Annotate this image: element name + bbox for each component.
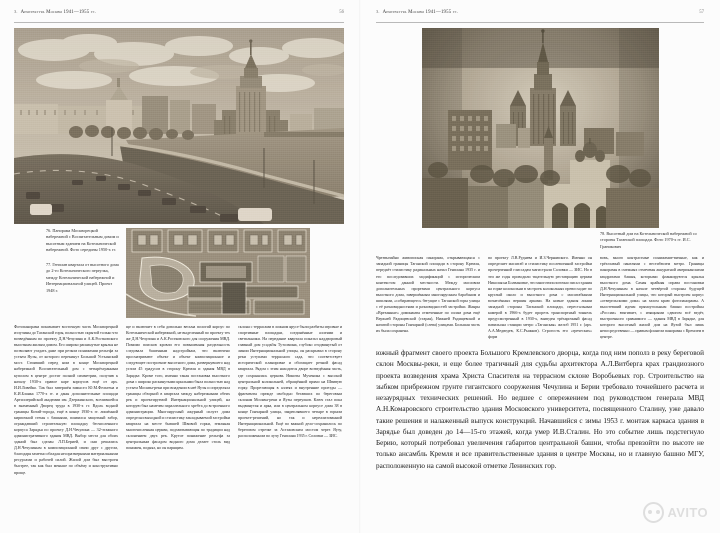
right-running-title: Архитектура Москвы 1941—1955 гг. [382,10,458,15]
left-running-title: Архитектура Москвы 1941—1955 гг. [20,10,96,15]
figure-78-caption: 78. Высотный дом на Котельнической набережной со стороны Таганской площади. Фото 1970-х гг. И.С. Граникович [600,231,697,249]
left-body-columns [14,324,344,476]
avito-logo-icon [643,502,664,523]
left-caption-stack [14,228,120,318]
right-main-paragraph: южный фрагмент своего проекта Большого Кремлевского дворца, когда под ним пополз в реку береговой склон Москвы-реки, и еще более трагичный для судьбы архитектора А.Л.Витберга крах грандиозного проекта возведения храма Христа Спасителя на террасном склоне Воробьевых гор. Строительство на зыбком прибрежном грунте гигантского сооружения Чечулина и Берии требовало точнейшего расчета и незаурядных технических решений. Но ведшее с опережением под руководством генерала МВД А.Н.Комаровского строительство здания Московского университета, посвященного Сталину, уже давало такие решения и налаженный выпуск конструкций. Начавшийся с зимы 1953 г. монтаж каркаса здания в Зарядье был доведен до 14—15-го этажей, когда умер И.В.Сталин. Но это событие лишь подстегнуло Берию, который потребовал увеличения габаритов центральной башни, чтобы превзойти по высоте не только ансамбль Кремля и все правительственные здания в центре Москвы, но и главную башню МГУ, расположенную на самой высокой отметке Ленинских гор. [376,349,704,470]
plan-grain-overlay [126,228,310,318]
left-chapter-number: 3. [14,9,18,14]
figure-78-photo [422,28,659,228]
left-column-1: Фотопанорама показывает восточную часть Москворецкой излучины до Таганской горы, полностью скрытой только что возведённым по проекту Д.Н.Чечулина и А.К.Ростковского высотным жилым домом. Его широко раскинутые крылья не позволяют угадать даже при резком понижении рельефа за устьем Яузы, от которого перекинут Большой Устьинский мост. Стоявший перед ним в конце Москворецкой набережной Воспитательный дом с четырёхгранным куполом в центре достиг полной симметрии, получив к началу 1930-х правое каре корпусов ещё от арх. И.И.Ловейко. Так был завершён замысел Ю.М.Фельтена и К.И.Бланка 1770-х гг. и даны дополнительные площади Артиллерийской академии им. Дзержинского, вселившейся в знаменный Дворец труда в 1930-х гг. Вдоль водной границы Китай-города, ещё в конце 1930-х гг. лишённой кирпичной стены с башнями, появился защитный забор, ограждавший строительную площадку бесчисленного корпуса Зарядья по проекту Д.Н.Чечулина — 32-этажного административного здания МВД. Выбор места для обоих зданий был сделан Л.П.Берией, и они решались Д.Н.Чечулиным в композиционной связи друг с другом, благодаря заметно обладая несоразмерными материальными ресурсами и рабочей силой. Жилой дом был выстроен быстрее, так как был меньше по объёму и конструктивно проще. [14,324,118,475]
right-body-columns [376,255,704,340]
right-page [360,0,720,533]
figure-77-caption: 77. Генплан квартала от высотного дома до 2-го Котельнического переулка, между Котельнической набережной и Интернациональной улицей. Проект 1948 г. [46,261,119,293]
figure-76-photo [14,28,344,224]
left-page-number: 56 [339,10,344,15]
photo-grain-overlay [14,28,344,224]
page-gutter-shadow [359,0,361,533]
left-running-head-text [14,9,96,15]
right-running-head-text [376,9,458,15]
figure-78-caption-row [376,231,704,250]
photo-r-grain-overlay [422,28,659,228]
right-running-head [376,9,704,23]
right-column-1: Чрезвычайно живописная панорама, открывающаяся с западной границы Таганской площади в сторону Кремля, передаёт стилистику радикальных начал Генплана 1935 г. и его последовавших модификаций с историческим контекстом данной местности. Между массивом дополнительных прорезями центрального корпуса высотного дома, завершённым многоярусным барабаном и шпилями, «собирающего» бегущие с Таганской горы улицы с её разновидностями и разновидностей застройки. Жанры «Врезанные» доминанты отмеченные по силам дома ещё Верхней Радищевской (старая), Нижней Радищевской и начатой стороны Гончарной (слева) улицами. Большая часть их была сохранена. [376,255,480,334]
left-column-3: склона с террасами в ложном ярусе были разбиты игровые и спортивные площадки, соединённые аллеями и светильники. На передание квартала показал наддворовый главный дом усадьбы Тутолмина, глубоко отодвинутый от линии Интернациональной улицы, он раскрывал в сторону реки уступами террасного сада, что соответствует исторической планировке и обогащает речной фасад квартала. Рядом с этим находится дворе возведённая часть, где сохранялась церковь Никиты Мученика с высокой центральной колокольней, обращённой прямо на Швивую горку. Прорезающая в аллеях и внутренние проезды — фрагменты прежде свободно бегавших по береговым склонам Москвы-реки и Яузы переулков. Ключ стал пока выдвинутая и арка, или в центральном корпусе дома 38 в конце Гончарной улицы, закреплявшего четыре в горном проекте-решений, но так и нереализованной Интернациональной. Ещё по важной дело-сохранилось по береговом отрезке за Астаховским мостом через Яузу, расположенном по лучу Генплана 1935 г. Соловки — ЗИС. [238,324,342,439]
left-column-2: ще и включает в себя довольно весьма пологий корпус по Котельнической набережной, не выделенный по проекту тех же Д.Н.Чечулина и А.К.Ростковского для сооружения МВД. Помимо поисков кровли его повышенная раздельность следовала башенным надстройкам, что включено просматривают объект и объект композиционное и следующее построение высотного дома, развернувшего над углом 45 градусов в сторону Кремля и здания МВД в Зарядье. Кроме того, именно такая постановка высотного дома с широко раскинутыми крыльями была полностью над устьем Москвы-реки при впадении в неё Яузы и определяла границы обзорной в квартала между набережными обеих рек и проектируемой Интернациональной улицей, на которую был намечен параллельного хребта до встроенного администрации. Многоярусный ажурный силуэт дома определял выходной и стилистику закладываемой застройки квартала на месте бывшей Швивой горки, земляная многочисленная церкви, подхватывающая по традиции над склонением двух рек. Крутое понижение рельефа за центральным фасадом видного дома делает столь вид понижен, поднял, но он парящим. [126,324,230,451]
right-column-2: по проекту Л.В.Руднева и И.З.Чернявского. Именно он определяет масштаб и стилистику послевоенной застройки прочерченной глиссадам магистрали Соловки — ЗИС. Но в эти же годы проводили тщательную реставрацию церкви Николая на Болвановке, что многотипологично писал здания на горке колокольни в застроек колокольнях превосходит по круглый около и высотного дома с масштабными вознесённых вершин арками. На новые здания линии западной стороны Таганской площади, перестальным камерой в 1966-х будет прорезь транспортный тоннель предусмотренный в 1930-х, выведен трёхарочный фасад павильона станции метро «Таганская» желоб 1951 г. (арх. А.А.Медведев, К.С.Рыжков). Строгость его «греческих» форм [488,255,592,340]
left-caption-plan-row [14,228,344,318]
avito-watermark [643,502,708,523]
figure-77-plan [126,228,310,318]
right-page-number: 57 [699,10,704,15]
left-running-head [14,9,344,23]
right-chapter-number: 3. [376,9,380,14]
avito-watermark-text: AVITO [667,505,708,520]
right-column-3: вовь, много контрастные понижение-вичные, как и трёхглавый панелями с вестибюлем метро. Границы панорамы в смежных отмечены аккуратной американскими квадратами башня, которыми фланкируются крылья высотного дома. Самая крайняя справа постановки Д.Н.Чечулиным в начале четвёртой стороны будущей Интернациональной улицы, что который выстроен корпус «отвергльскими дома» на залом краю фотопанорамы. А высотевший идеям прямоугольным башни постройкы «России» втягивает, с изящными сдвигом всё ведёт, выстроенного сравнимого — здания МВД в Зарядье, для которого высотный жилой дом на Яузой был лишь непосредственно — правым флангом панорамы с Кремлем в центре. [600,255,704,340]
figure-76-caption: 76. Панорама Москворецкой набережной с Воспитательным домом и высотным зданием на Котельнической набережной. Фото середины 1950-х гг. [46,228,119,253]
